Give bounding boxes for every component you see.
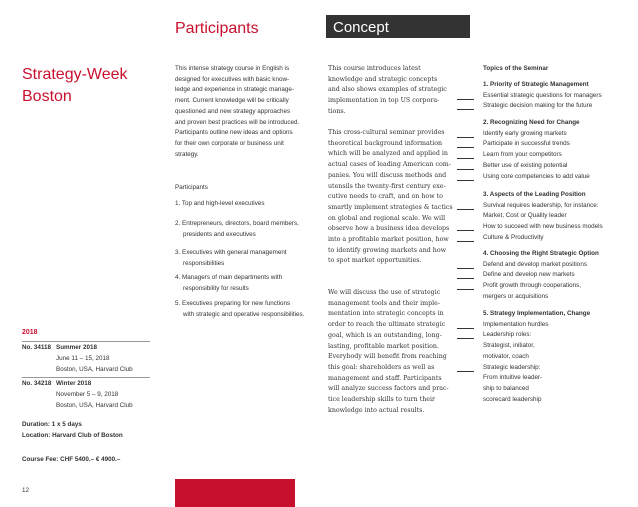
topic-item: Defend and develop market positions (483, 260, 587, 268)
topic-item: Essential strategic questions for managers (483, 91, 602, 99)
topic-item: Strategic leadership: (483, 363, 541, 371)
text-line: smartly implement strategies & tactics (328, 203, 453, 211)
text-line: 3. Executives with general management (175, 249, 287, 256)
text-line: knowledge into actual results. (328, 406, 425, 414)
topic-section-title: 5. Strategy Implementation, Change (483, 310, 591, 317)
topic-item: Culture & Productivity (483, 233, 544, 241)
participant-item (175, 273, 320, 294)
course-title-line: Boston (22, 88, 72, 105)
topics-heading: Topics of the Seminar (483, 65, 549, 72)
text-line: for their own corporate or business unit (175, 139, 284, 147)
participant-item (175, 248, 320, 269)
course-title (22, 64, 152, 108)
text-line: implementation in top US corpora- (328, 97, 440, 105)
topic-item: Define and develop new markets (483, 271, 575, 279)
session-date: November 5 – 9, 2018 (56, 391, 119, 398)
topic-item: Survival requires leadership, for instance: (483, 201, 599, 209)
topic-bullet-rule (457, 278, 474, 279)
course-fee-text: Course Fee: CHF 5400.– € 4900.– (22, 456, 121, 463)
topic-item: Identify early growing markets (483, 129, 567, 137)
divider (22, 341, 150, 342)
topic-bullet-rule (457, 289, 474, 290)
session-venue: Boston, USA, Harvard Club (56, 402, 133, 409)
participants-heading: Participants (175, 20, 259, 37)
text-line: This cross-cultural seminar provides (328, 129, 445, 136)
session-number: No. 34218 (22, 380, 52, 387)
text-line: knowledge and strategic concepts (328, 75, 438, 83)
participants-subheading: Participants (175, 184, 208, 191)
text-line: management tools and their imple- (328, 299, 441, 307)
text-line: 2. Entrepreneurs, directors, board members, (175, 220, 299, 227)
text-line: to spot market opportunities. (328, 257, 422, 265)
course-title-line: Strategy-Week (22, 66, 128, 83)
text-line: theoretical background information (328, 139, 443, 147)
topic-item: Leadership roles: (483, 331, 532, 339)
text-line: This course introduces latest (328, 65, 421, 72)
text-line: 4. Managers of main departments with (175, 274, 283, 281)
topic-item: motivator, coach (483, 352, 529, 360)
text-line: strategy. (175, 150, 199, 158)
text-line: goal, which is an outstanding, long- (328, 331, 442, 339)
text-line: cutive needs to craft, and on how to (328, 193, 443, 201)
topic-bullet-rule (457, 328, 474, 329)
topic-bullet-rule (457, 158, 474, 159)
text-line: tice leadership skills to turn their (328, 396, 436, 404)
topic-bullet-rule (457, 99, 474, 100)
participant-item (175, 219, 320, 240)
topic-item: ship to balanced (483, 384, 529, 392)
session-venue: Boston, USA, Harvard Club (56, 366, 133, 373)
session-number: No. 34118 (22, 344, 52, 351)
text-line: ment. Current knowledge will be critically (175, 97, 289, 105)
concept-heading: Concept (333, 19, 389, 36)
topic-item: Strategic decision making for the future (483, 102, 593, 110)
topic-item: Profit growth through cooperations, (483, 282, 582, 290)
text-line: lasting, profitable market position. (328, 342, 439, 350)
text-line: We will discuss the use of strategic (328, 289, 441, 296)
text-line: questioned and new strategy approaches (175, 107, 291, 115)
text-line: utensils the twenty-first century exe- (328, 182, 446, 190)
text-line: responsibility for results (183, 284, 249, 292)
text-line: on global and regional scale. We will (328, 214, 446, 222)
concept-paragraph-1 (328, 64, 456, 118)
topic-bullet-rule (457, 241, 474, 242)
text-line: and also shows examples of strategic (328, 86, 447, 94)
text-line: and proven best practices will be introduced. (175, 118, 300, 126)
topic-item: Market, Cost or Quality leader (483, 212, 567, 220)
participant-item (175, 199, 320, 210)
topic-item: Participate in successful trends (483, 140, 570, 148)
text-line: 1. Top and high-level executives (175, 200, 265, 207)
topic-item: mergers or acquisitions (483, 292, 549, 300)
topic-item: From intuitive leader- (483, 374, 543, 382)
session-name: Summer 2018 (56, 344, 97, 351)
topic-item: Learn from your competitors (483, 151, 562, 159)
topic-section-title: 4. Choosing the Right Strategic Option (483, 250, 599, 257)
topic-item: Using core competencies to add value (483, 172, 590, 180)
topic-section-title: 2. Recognizing Need for Change (483, 119, 580, 126)
page-number: 12 (22, 487, 30, 494)
divider (22, 377, 150, 378)
topic-bullet-rule (457, 137, 474, 138)
text-line: will analyze success factors and prac- (328, 385, 449, 393)
topic-item: Strategist, initiator, (483, 342, 535, 350)
schedule-year: 2018 (22, 329, 38, 336)
topic-bullet-rule (457, 109, 474, 110)
text-line: 5. Executives preparing for new functions (175, 300, 291, 307)
red-footer-bar (175, 479, 295, 507)
text-line: into a profitable market position, how (328, 236, 449, 244)
topic-bullet-rule (457, 230, 474, 231)
duration-text: Duration: 1 x 5 days (22, 421, 82, 428)
session-date: June 11 – 15, 2018 (56, 355, 110, 362)
text-line: management and staff. Participants (328, 374, 442, 382)
text-line: Participants outline new ideas and options (175, 129, 293, 137)
text-line: with strategic and operative responsibilities. (183, 310, 305, 318)
text-line: which will be analyzed and applied in (328, 150, 448, 158)
text-line: panies. You will discuss methods and (328, 171, 447, 179)
topic-bullet-rule (457, 338, 474, 339)
text-line: to identify growing markets and how (328, 246, 447, 254)
text-line: observe how a business idea develops (328, 225, 450, 233)
topic-section-title: 1. Priority of Strategic Management (483, 81, 589, 88)
text-line: mentation into strategic concepts in (328, 310, 444, 318)
topic-item: scorecard leadership (483, 395, 542, 403)
text-line: this goal: shareholders as well as (328, 363, 435, 371)
text-line: presidents and executives (183, 230, 256, 238)
text-line: order to reach the ultimate strategic (328, 321, 446, 329)
topic-bullet-rule (457, 180, 474, 181)
text-line: tions. (328, 107, 346, 115)
concept-paragraph-3 (328, 288, 456, 416)
text-line: ledge and experience in strategic manage- (175, 86, 295, 94)
topic-bullet-rule (457, 268, 474, 269)
session-name: Winter 2018 (56, 380, 92, 387)
topic-item: Implementation hurdles (483, 320, 549, 328)
text-line: This intense strategy course in English is (175, 65, 290, 72)
topic-bullet-rule (457, 169, 474, 170)
intro-paragraph (175, 64, 313, 160)
participant-item (175, 299, 320, 320)
location-text: Location: Harvard Club of Boston (22, 432, 123, 439)
topic-bullet-rule (457, 371, 474, 372)
text-line: designed for executives with basic know- (175, 75, 290, 83)
text-line: actual cases of leading American com- (328, 161, 451, 169)
concept-paragraph-2 (328, 128, 456, 267)
topic-section-title: 3. Aspects of the Leading Position (483, 191, 586, 198)
text-line: Everybody will benefit from reaching (328, 353, 447, 361)
topic-item: How to succeed with new business models (483, 223, 603, 231)
topic-item: Better use of existing potential (483, 161, 568, 169)
topic-bullet-rule (457, 147, 474, 148)
topic-bullet-rule (457, 209, 474, 210)
text-line: responsibilities (183, 259, 225, 267)
